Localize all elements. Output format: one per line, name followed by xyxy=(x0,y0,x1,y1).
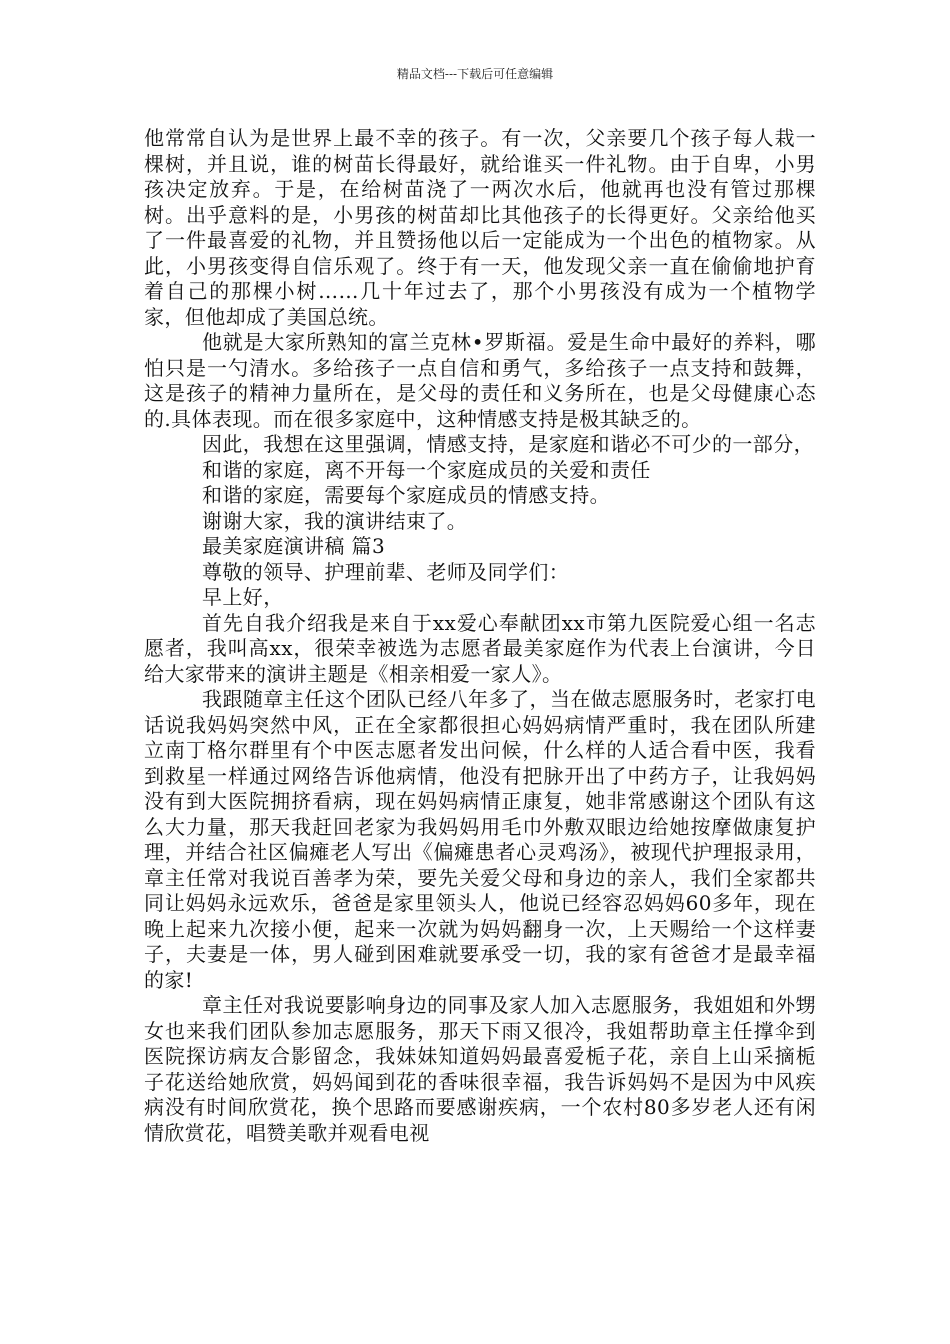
paragraph: 章主任对我说要影响身边的同事及家人加入志愿服务，我姐姐和外甥女也来我们团队参加志愿服务，那天下雨又很冷，我姐帮助章主任撑伞到医院探访病友合影留念，我妹妹知道妈妈最喜爱栀子花，亲自上山采摘栀子花送给她欣赏，妈妈闻到花的香味很幸福，我告诉妈妈不是因为中风疾病没有时间欣赏花，换个思路而要感谢疾病，一个农村80多岁老人还有闲情欣赏花，唱赞美歌并观看电视 xyxy=(144,993,816,1145)
paragraph: 首先自我介绍我是来自于xx爱心奉献团xx市第九医院爱心组一名志愿者，我叫高xx，很荣幸被选为志愿者最美家庭作为代表上台演讲，今日给大家带来的演讲主题是《相亲相爱一家人》。 xyxy=(144,610,816,686)
page-header: 精品文档---下载后可任意编辑 xyxy=(396,67,554,81)
section-heading: 最美家庭演讲稿 篇3 xyxy=(202,534,386,558)
paragraph: 和谐的家庭，需要每个家庭成员的情感支持。 xyxy=(202,483,610,507)
paragraph: 和谐的家庭，离不开每一个家庭成员的关爱和责任 xyxy=(202,457,651,482)
paragraph: 因此，我想在这里强调，情感支持，是家庭和谐必不可少的一部分， xyxy=(202,432,814,456)
salutation: 尊敬的领导、护理前辈、老师及同学们： xyxy=(202,559,570,584)
paragraph: 他就是大家所熟知的富兰克林•罗斯福。爱是生命中最好的养料，哪怕只是一勺清水。多给孩子一点自信和勇气，多给孩子一点支持和鼓舞，这是孩子的精神力量所在，是父母的责任和义务所在，也是父母健康心态的.具体表现。而在很多家庭中，这种情感支持是极其缺乏的。 xyxy=(144,330,816,431)
paragraph: 谢谢大家，我的演讲结束了。 xyxy=(202,508,468,533)
greeting: 早上好， xyxy=(202,585,284,609)
paragraph: 我跟随章主任这个团队已经八年多了，当在做志愿服务时，老家打电话说我妈妈突然中风，正在全家都很担心妈妈病情严重时，我在团队所建立南丁格尔群里有个中医志愿者发出问候，什么样的人适合看中医，我看到救星一样通过网络告诉他病情，他没有把脉开出了中药方子，让我妈妈没有到大医院拥挤看病，现在妈妈病情正康复，她非常感谢这个团队有这么大力量，那天我赶回老家为我妈妈用毛巾外敷双眼边给她按摩做康复护理，并结合社区偏瘫老人写出《偏瘫患者心灵鸡汤》，被现代护理报录用，章主任常对我说百善孝为荣，要先关爱父母和身边的亲人，我们全家都共同让妈妈永远欢乐，爸爸是家里领头人，他说已经容忍妈妈60多年，现在晚上起来九次接小便，起来一次就为妈妈翻身一次，上天赐给一个这样妻子，夫妻是一体，男人碰到困难就要承受一切，我的家有爸爸才是最幸福的家! xyxy=(144,687,816,992)
paragraph: 他常常自认为是世界上最不幸的孩子。有一次，父亲要几个孩子每人栽一棵树，并且说，谁的树苗长得最好，就给谁买一件礼物。由于自卑，小男孩决定放弃。于是，在给树苗浇了一两次水后，他就再也没有管过那棵树。出乎意料的是，小男孩的树苗却比其他孩子的长得更好。父亲给他买了一件最喜爱的礼物，并且赞扬他以后一定能成为一个出色的植物家。从此，小男孩变得自信乐观了。终于有一天，他发现父亲一直在偷偷地护育着自己的那棵小树……几十年过去了，那个小男孩没有成为一个植物学家，但他却成了美国总统。 xyxy=(144,126,816,329)
document-body xyxy=(144,126,816,1146)
